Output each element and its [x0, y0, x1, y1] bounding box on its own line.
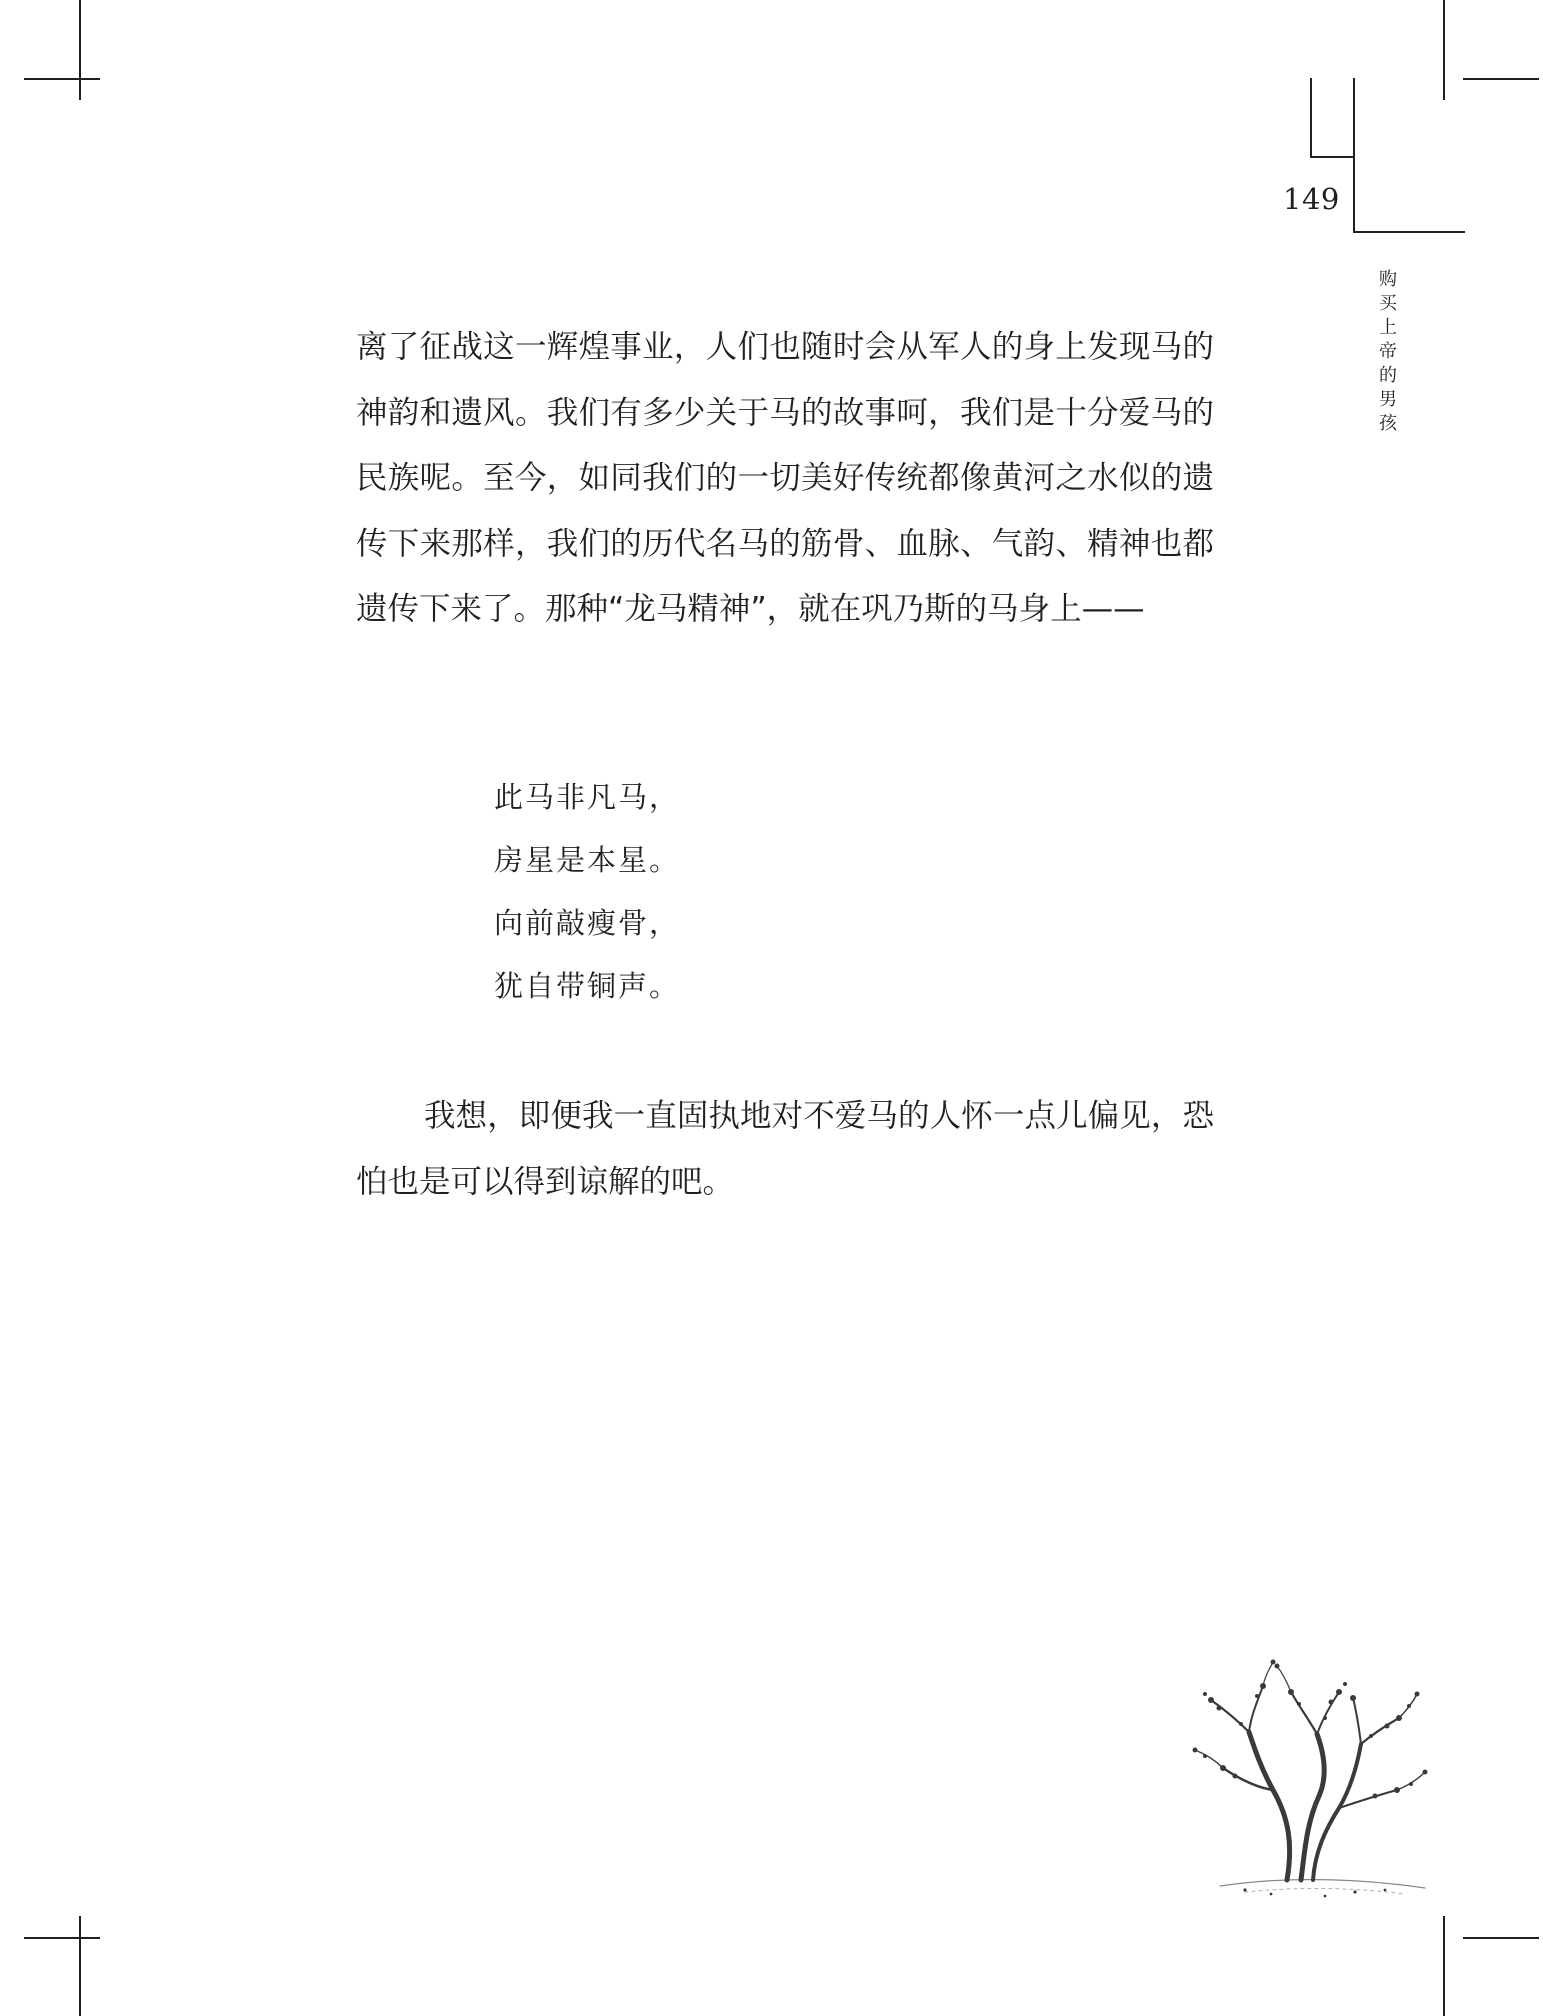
header-line-corner-top — [1310, 156, 1354, 158]
poem-line: 房星是本星。 — [494, 843, 681, 877]
crop-mark-top-right-horizontal — [1463, 78, 1539, 80]
running-title-char: 的 — [1379, 365, 1397, 386]
poem-line: 向前敲瘦骨， — [494, 906, 681, 940]
page-number: 149 — [1283, 182, 1340, 216]
crop-mark-top-left-horizontal — [24, 78, 100, 80]
crop-mark-bottom-left-horizontal — [24, 1937, 100, 1939]
header-line-rule — [1353, 231, 1465, 233]
poem-line: 犹自带铜声。 — [494, 969, 681, 1003]
running-title-char: 买 — [1379, 293, 1397, 314]
tree-illustration-icon — [1175, 1640, 1455, 1920]
running-title-char: 孩 — [1379, 413, 1397, 434]
crop-mark-top-right-vertical — [1443, 0, 1445, 100]
running-title — [1371, 268, 1405, 436]
crop-mark-bottom-right-horizontal — [1463, 1937, 1539, 1939]
header-line-left — [1310, 78, 1312, 158]
crop-mark-bottom-left-vertical — [79, 1916, 81, 2016]
crop-mark-top-left-vertical — [79, 0, 81, 100]
running-title-char: 上 — [1379, 317, 1397, 338]
poem-quote — [494, 766, 680, 1018]
poem-line: 此马非凡马， — [494, 780, 681, 814]
paragraph-closing: 我想，即便我一直固执地对不爱马的人怀一点儿偏见，恐怕也是可以得到谅解的吧。 — [356, 1098, 1214, 1200]
running-title-char: 男 — [1379, 389, 1397, 410]
running-title-char: 帝 — [1379, 341, 1397, 362]
running-title-char: 购 — [1379, 269, 1397, 290]
crop-mark-bottom-right-vertical — [1443, 1916, 1445, 2016]
paragraph-continued: 离了征战这一辉煌事业，人们也随时会从军人的身上发现马的神韵和遗风。我们有多少关于马的故事呵，我们是十分爱马的民族呢。至今，如同我们的一切美好传统都像黄河之水似的遗传下来那样，我们的历代名马的筋骨、血脉、气韵、精神也都遗传下来了。那种“龙马精神”，就在巩乃斯的马身上—— — [356, 329, 1214, 627]
header-line-right — [1353, 78, 1355, 233]
